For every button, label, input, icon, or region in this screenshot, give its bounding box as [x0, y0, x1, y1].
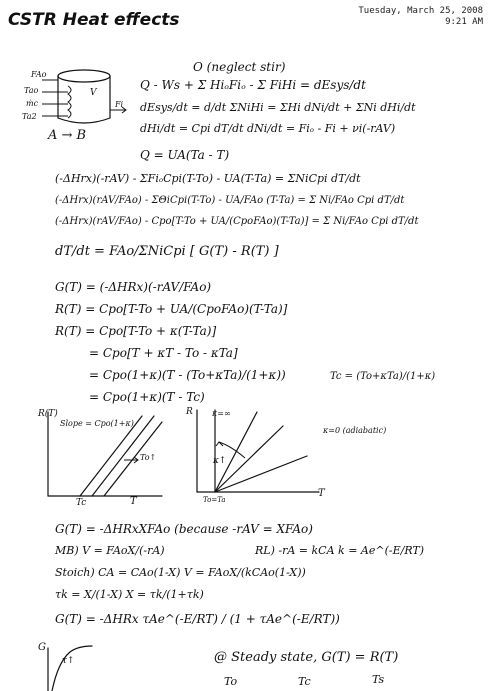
reaction-label: A → B — [48, 128, 87, 143]
graph1-slope-note: Slope = Cpo(1+κ) — [60, 419, 134, 428]
bottom-label-to: To — [224, 675, 238, 688]
generation-final: G(T) = -ΔHRx τAe^(-E/RT) / (1 + τAe^(-E/RT)) — [55, 612, 340, 626]
removal-def-4: = Cpo(1+κ)(T - (To+κTa)/(1+κ)) — [89, 368, 286, 382]
balance-eq-4: dT/dt = FAo/ΣNiCpi [ G(T) - R(T) ] — [55, 244, 279, 259]
reactor-label-v: V — [90, 88, 97, 98]
dhi-line: dHi/dt = Cpi dT/dt dNi/dt = Fiₒ - Fi + νi(-rAV) — [140, 122, 396, 135]
date-stamp: Tuesday, March 25, 2008 — [358, 6, 483, 16]
removal-def-2: R(T) = Cpo[T-To + κ(T-Ta)] — [55, 324, 217, 338]
graph2-k-note: κ↑ — [213, 456, 227, 466]
time-stamp: 9:21 AM — [445, 17, 483, 27]
graph1-x-tick: Tc — [76, 498, 87, 508]
generation-def: G(T) = (-ΔHRx)(-rAV/FAo) — [55, 280, 212, 294]
balance-eq-2: (-ΔHrx)(rAV/FAo) - ΣΘiCpi(T-To) - UA/FAo (T-Ta) = Σ Ni/FAo Cpi dT/dt — [55, 195, 405, 206]
bottom-label-tc: Tc — [298, 675, 311, 688]
graph2-ylabel: R — [186, 407, 193, 417]
graph2-top-note: κ=∞ — [212, 409, 231, 418]
graph2-x-tick: To=Ta — [203, 496, 226, 504]
bottom-label-ts: Ts — [372, 673, 385, 686]
graph2-adiabatic-note: κ=0 (adiabatic) — [323, 426, 387, 435]
reactor-label-mc: ṁc — [26, 99, 39, 108]
removal-def-5: = Cpo(1+κ)(T - Tc) — [89, 390, 205, 404]
graph-removal-vs-kappa — [185, 406, 325, 506]
graph1-xlabel: T — [130, 496, 137, 507]
balance-eq-1: (-ΔHrx)(-rAV) - ΣFiₒCpi(T-To) - UA(T-Ta) = ΣNiCpi dT/dt — [55, 172, 361, 185]
stoichiometry: Stoich) CA = CAo(1-X) V = FAoX/(kCAo(1-X)) — [55, 566, 306, 579]
graph3-curve-note: τ↑ — [62, 656, 75, 666]
damkohler: τk = X/(1-X) X = τk/(1+τk) — [55, 588, 204, 601]
graph1-ylabel: R(T) — [38, 409, 58, 419]
page-title: CSTR Heat effects — [8, 10, 180, 30]
reactor-label-tao: Tao — [24, 86, 39, 95]
reactor-label-fao: FAo — [31, 70, 47, 79]
desys-expansion: dEsys/dt = d/dt ΣNiHi = ΣHi dNi/dt + ΣNi dHi/dt — [140, 101, 416, 114]
reactor-label-fi: Fi — [115, 100, 124, 109]
generation-simplified: G(T) = -ΔHRxXFAo (because -rAV = XFAo) — [55, 522, 313, 536]
graph3-ylabel: G — [38, 642, 46, 653]
heat-transfer-line: Q = UA(Ta - T) — [140, 148, 230, 162]
mole-balance: MB) V = FAoX/(-rA) — [55, 544, 165, 557]
graph1-arrow-note: To↑ — [140, 453, 157, 462]
graph2-xlabel: T — [318, 488, 325, 499]
steady-state-note: @ Steady state, G(T) = R(T) — [214, 650, 399, 665]
neglect-note: O (neglect stir) — [193, 60, 286, 74]
reactor-label-ta2: Ta2 — [22, 112, 37, 121]
tc-definition: Tc = (To+κTa)/(1+κ) — [330, 371, 436, 382]
graph-generation — [36, 642, 106, 691]
energy-balance: Q - Ws + Σ HiₒFiₒ - Σ FiHi = dEsys/dt — [140, 78, 366, 92]
balance-eq-3: (-ΔHrx)(rAV/FAo) - Cpo[T-To + UA/(CpoFAo)(T-Ta)] = Σ Ni/FAo Cpi dT/dt — [55, 216, 419, 227]
rate-law: RL) -rA = kCA k = Ae^(-E/RT) — [255, 544, 425, 557]
removal-def-1: R(T) = Cpo[T-To + UA/(CpoFAo)(T-Ta)] — [55, 302, 288, 316]
removal-def-3: = Cpo[T + κT - To - κTa] — [89, 346, 238, 360]
